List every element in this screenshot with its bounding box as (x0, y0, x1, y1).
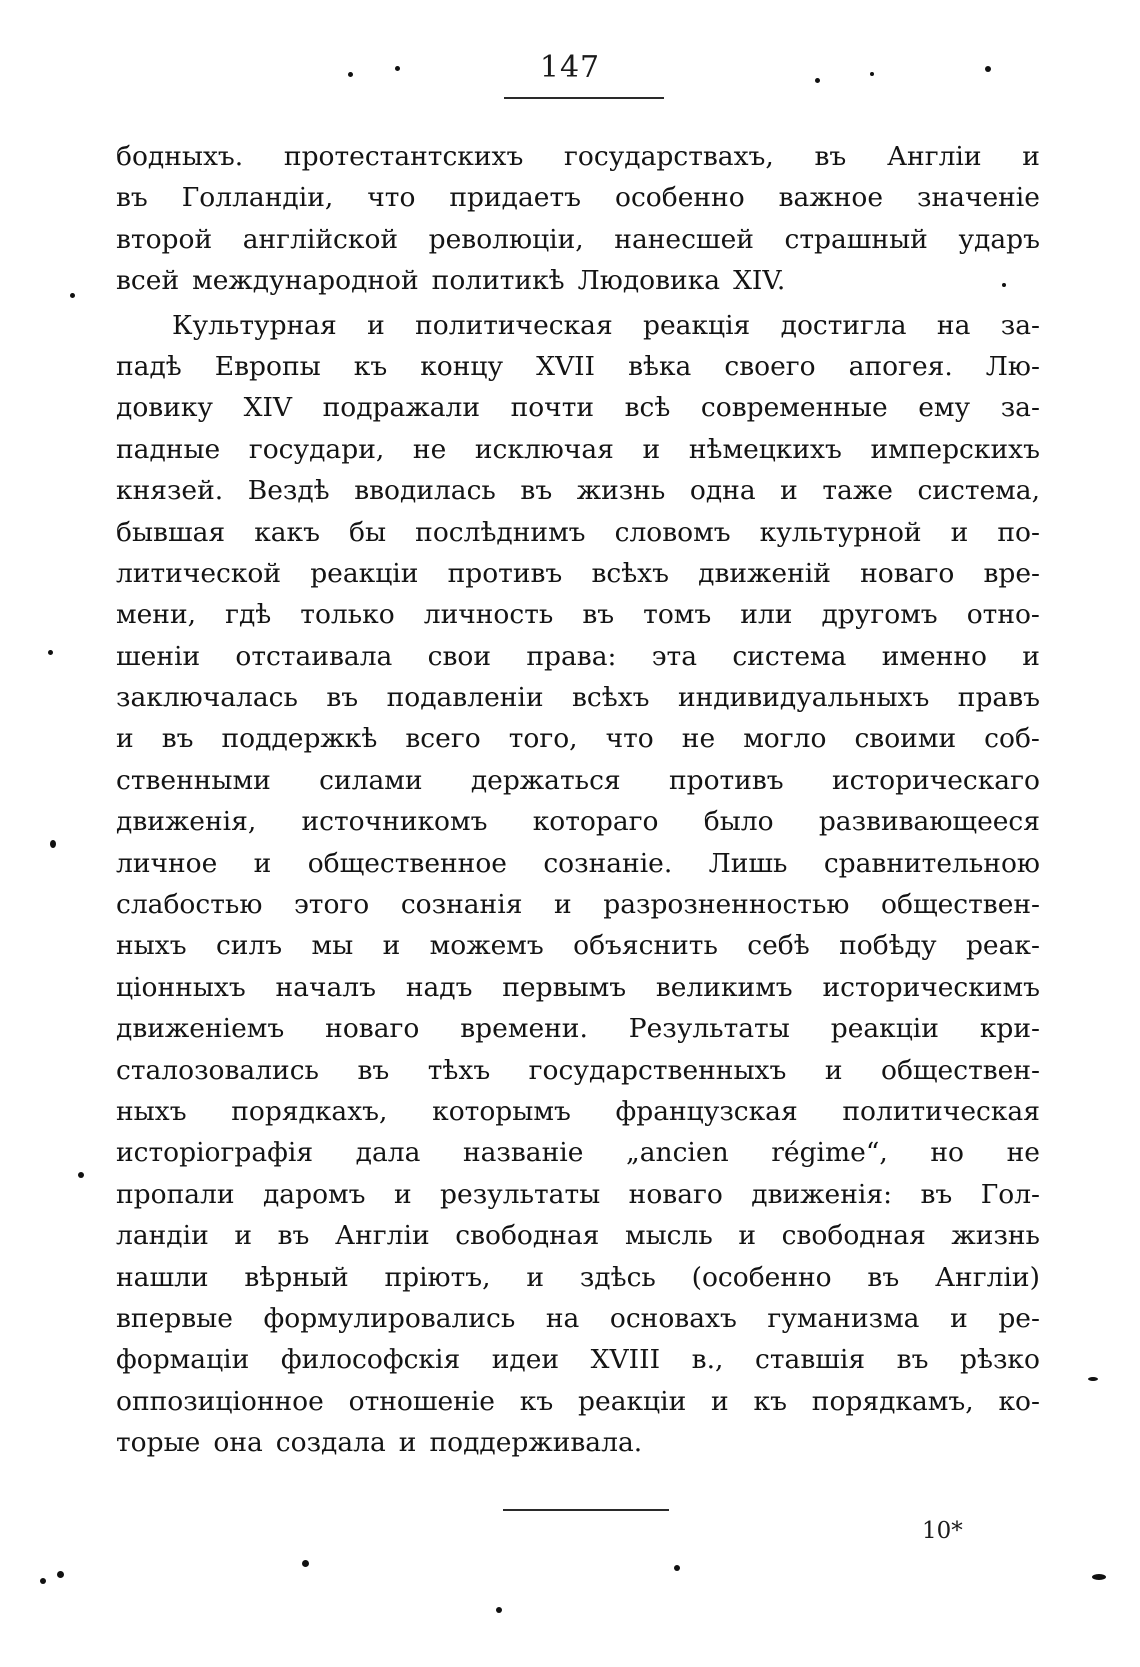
scan-speck (1092, 1574, 1106, 1580)
text-line: литической реакціи противъ всѣхъ движеній новаго вре- (116, 557, 1040, 589)
text-line: ныхъ порядкахъ, которымъ французская политическая (116, 1095, 1040, 1127)
text-line: движеніемъ новаго времени. Результаты реакціи кри- (116, 1013, 1040, 1045)
text-line: нашли вѣрный пріютъ, и здѣсь (особенно въ Англіи) (116, 1261, 1040, 1293)
text-line: заключалась въ подавленіи всѣхъ индивидуальныхъ правъ (116, 682, 1040, 714)
text-line: впервые формулировались на основахъ гуманизма и ре- (116, 1302, 1040, 1334)
scan-speck (70, 293, 75, 298)
text-line: исторіографія дала названіе „ancien régime“, но не (116, 1137, 1040, 1169)
scan-speck (1088, 1377, 1098, 1381)
text-line: и въ поддержкѣ всего того, что не могло своими соб- (116, 723, 1040, 755)
text-line: торые она создала и поддерживала. (116, 1427, 643, 1459)
text-line: формаціи философскія идеи XVIII в., ставшія въ рѣзко (116, 1344, 1040, 1376)
scan-speck (985, 66, 991, 72)
scan-speck (395, 66, 400, 71)
text-line: мени, гдѣ только личность въ томъ или другомъ отно- (116, 599, 1040, 631)
text-line: падные государи, не исключая и нѣмецкихъ имперскихъ (116, 433, 1040, 465)
text-line: слабостью этого сознанія и разрозненностью обществен- (116, 889, 1040, 921)
scan-speck (50, 840, 56, 848)
text-line: довику XIV подражали почти всѣ современные ему за- (116, 392, 1040, 424)
text-line: князей. Вездѣ вводилась въ жизнь одна и таже система, (116, 475, 1040, 507)
footer-rule (503, 1509, 669, 1511)
paragraph (116, 305, 1040, 1464)
text-line: ціонныхъ началъ надъ первымъ великимъ историческимъ (116, 971, 1040, 1003)
text-line: сталозовались въ тѣхъ государственныхъ и обществен- (116, 1054, 1040, 1086)
text-line: бывшая какъ бы послѣднимъ словомъ культурной и по- (116, 516, 1040, 548)
scan-speck (1002, 283, 1006, 287)
body-text (116, 136, 1040, 1464)
scan-speck (78, 1172, 84, 1178)
text-line: второй англійской революціи, нанесшей страшный ударъ (116, 223, 1040, 255)
text-line: ландіи и въ Англіи свободная мысль и свободная жизнь (116, 1220, 1040, 1252)
scan-speck (48, 650, 53, 655)
scan-speck (870, 72, 874, 76)
scan-speck (348, 72, 353, 77)
text-line: оппозиціонное отношеніе къ реакціи и къ порядкамъ, ко- (116, 1385, 1040, 1417)
text-line: пропали даромъ и результаты новаго движенія: въ Гол- (116, 1178, 1040, 1210)
text-line: падѣ Европы къ концу XVII вѣка своего апогея. Лю- (116, 350, 1040, 382)
text-line: шеніи отстаивала свои права: эта система именно и (116, 640, 1040, 672)
scan-speck (302, 1560, 309, 1567)
scan-speck (674, 1565, 680, 1571)
scan-speck (57, 1571, 64, 1578)
scan-speck (815, 78, 820, 83)
text-line: личное и общественное сознаніе. Лишь сравнительною (116, 847, 1040, 879)
text-line: бодныхъ. протестантскихъ государствахъ, въ Англіи и (116, 141, 1040, 172)
scan-speck (40, 1578, 46, 1584)
paragraph (116, 136, 1040, 302)
text-line: въ Голландіи, что придаетъ особенно важное значеніе (116, 182, 1040, 214)
text-line: ныхъ силъ мы и можемъ объяснить себѣ побѣду реак- (116, 930, 1040, 962)
page-number: 147 (539, 50, 601, 85)
page-number-rule (504, 97, 664, 99)
text-line: ственными силами держаться противъ историческаго (116, 764, 1040, 796)
text-line: Культурная и политическая реакція достигла на за- (172, 309, 1040, 341)
scan-speck (496, 1607, 502, 1613)
signature-mark: 10* (922, 1518, 963, 1544)
text-line: движенія, источникомъ котораго было развивающееся (116, 806, 1040, 838)
text-line: всей международной политикѣ Людовика XIV. (116, 265, 786, 297)
